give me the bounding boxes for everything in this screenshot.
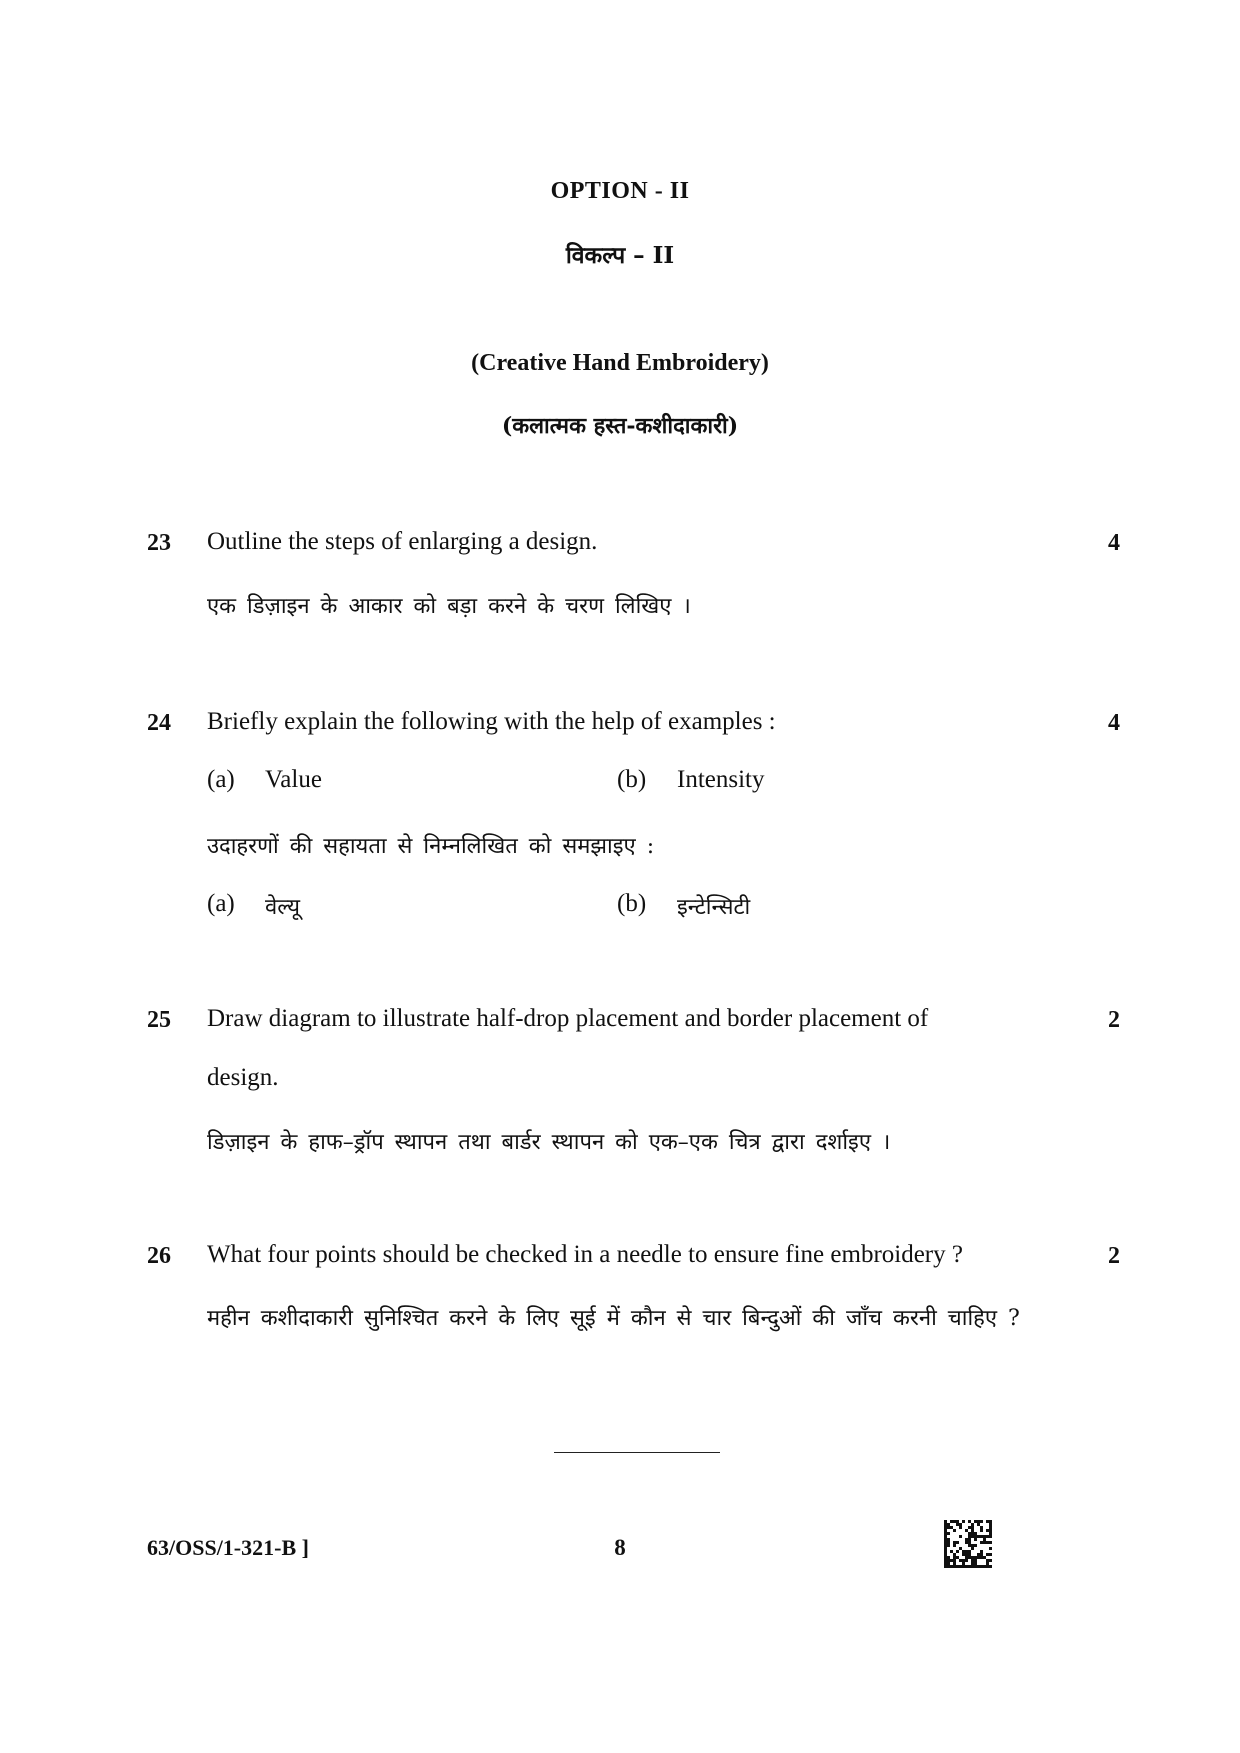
option-text-hindi: इन्टेन्सिटी — [677, 895, 751, 920]
question-text-hindi: उदाहरणों की सहायता से निम्नलिखित को समझाइए : — [207, 834, 655, 859]
page-number: 8 — [614, 1535, 626, 1560]
question-number: 25 — [147, 1007, 171, 1033]
question-marks: 2 — [1108, 1007, 1120, 1033]
qr-code-icon — [944, 1520, 992, 1568]
option-label: (b) — [617, 766, 647, 793]
option-heading-hindi: विकल्प – II — [565, 242, 675, 269]
question-text-hindi: महीन कशीदाकारी सुनिश्चित करने के लिए सूई में कौन से चार बिन्दुओं की जाँच करनी चाहिए ? — [207, 1306, 1020, 1331]
option-text: Value — [265, 766, 322, 793]
question-text-hindi: डिज़ाइन के हाफ–ड्रॉप स्थापन तथा बार्डर स्थापन को एक–एक चित्र द्वारा दर्शाइए । — [207, 1130, 891, 1155]
option-text: Intensity — [677, 766, 765, 793]
option-heading: OPTION - II — [550, 178, 690, 204]
subject-heading-hindi: (कलात्मक हस्त-कशीदाकारी) — [501, 413, 739, 439]
option-text-hindi: वेल्यू — [265, 895, 301, 920]
question-marks: 4 — [1108, 710, 1120, 736]
end-of-section-rule — [554, 1452, 720, 1453]
question-number: 23 — [147, 530, 171, 556]
subject-heading: (Creative Hand Embroidery) — [471, 350, 769, 376]
question-text: Outline the steps of enlarging a design. — [207, 528, 598, 555]
question-text-hindi: एक डिज़ाइन के आकार को बड़ा करने के चरण लिखिए । — [207, 594, 691, 619]
option-label-hindi: (a) — [207, 890, 235, 917]
question-text-line-2: design. — [207, 1064, 279, 1091]
option-label: (a) — [207, 766, 235, 793]
question-text: What four points should be checked in a needle to ensure fine embroidery ? — [207, 1241, 963, 1268]
question-number: 26 — [147, 1243, 171, 1269]
option-label-hindi: (b) — [617, 890, 647, 917]
paper-code: 63/OSS/1-321-B ] — [147, 1535, 309, 1560]
question-marks: 2 — [1108, 1243, 1120, 1269]
question-marks: 4 — [1108, 530, 1120, 556]
question-number: 24 — [147, 710, 171, 736]
question-text: Briefly explain the following with the help of examples : — [207, 708, 776, 735]
question-text-line-1: Draw diagram to illustrate half-drop placement and border placement of — [207, 1005, 929, 1032]
